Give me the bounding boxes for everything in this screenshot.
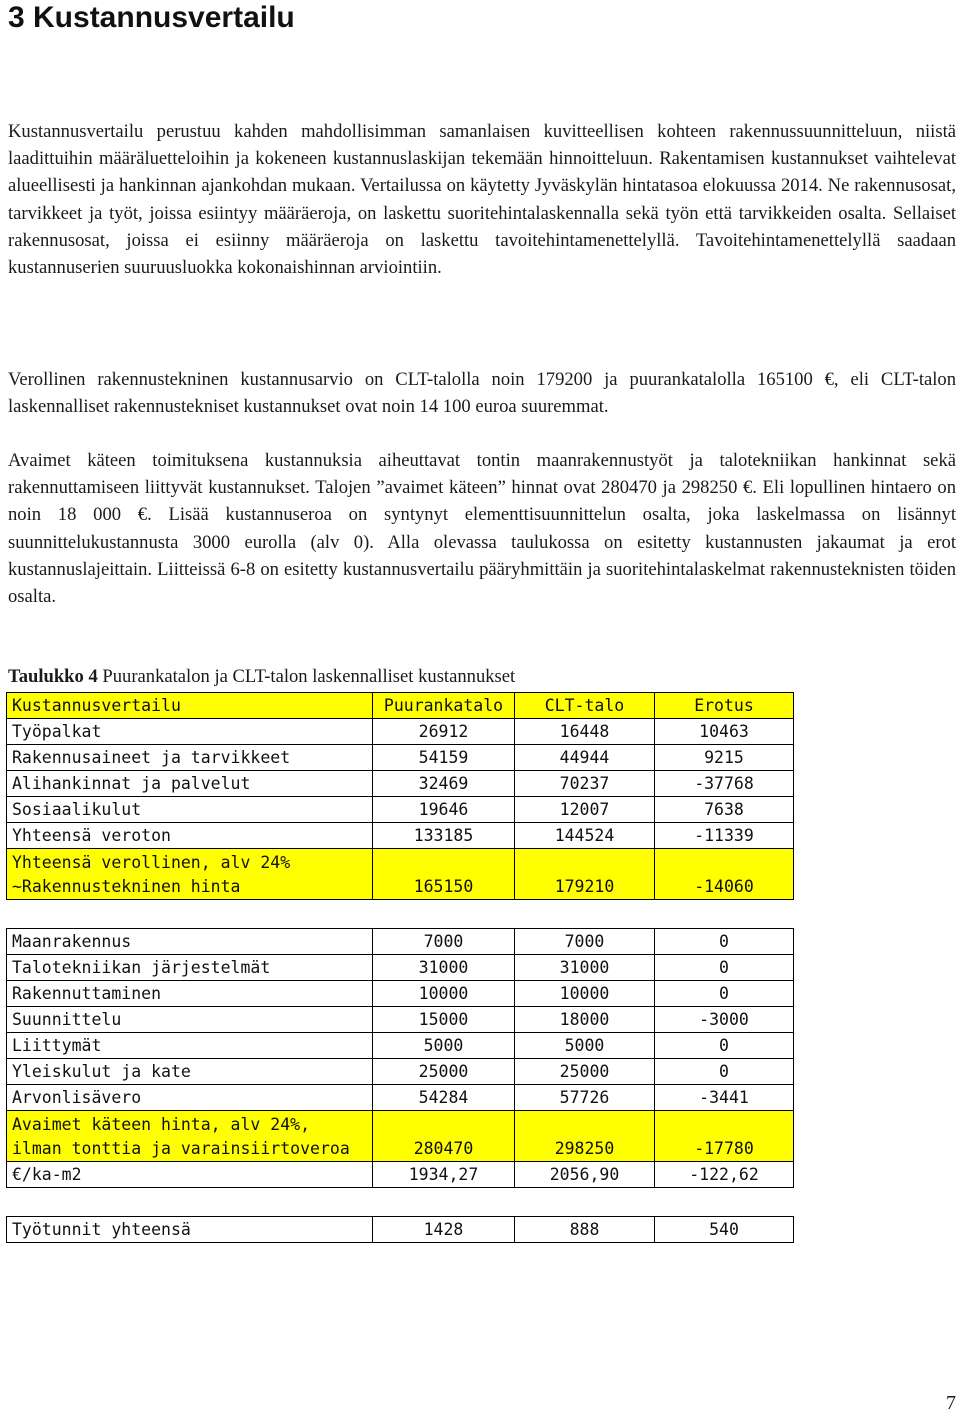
row-value: 18000: [515, 1007, 655, 1033]
row-label: Rakennuttaminen: [7, 981, 373, 1007]
row-value: 9215: [655, 745, 794, 771]
row-label: Alihankinnat ja palvelut: [7, 771, 373, 797]
paragraph-turnkey: Avaimet käteen toimituksena kustannuksia aiheuttavat tontin maanrakennustyöt ja talotekniikan hankinnat sekä rakennuttamiseen liittyvät kustannukset. Talojen ”avaimet käteen” hinnat ovat 280470 ja 298250 €. Eli lopullinen hintaero on noin 18 000 €. Lisää kustannuseroa on syntynyt elementtisuunnittelun osalta, joka laskelmassa on lisännyt suunnittelukustannusta 3000 eurolla (alv 0). Alla olevassa taulukossa on esitetty kustannusten jakaumat ja erot kustannuslajeittain. Liitteissä 6-8 on esitetty kustannusvertailu pääryhmittäin ja suoritehintalaskelmat rakennusteknisten töiden osalta.: [8, 450, 956, 608]
table-row: [7, 1059, 794, 1085]
row-value: 12007: [515, 797, 655, 823]
row-label: Talotekniikan järjestelmät: [7, 955, 373, 981]
total-label-line2: ilman tonttia ja varainsiirtoveroa: [12, 1139, 350, 1158]
table-row: [7, 719, 794, 745]
row-value: -37768: [655, 771, 794, 797]
row-label: €/ka-m2: [7, 1162, 373, 1188]
total-value: -14060: [655, 849, 794, 900]
row-value: 0: [655, 1059, 794, 1085]
turnkey-cost-table: [6, 928, 794, 1188]
row-value: 25000: [373, 1059, 515, 1085]
row-value: 5000: [373, 1033, 515, 1059]
row-value: 70237: [515, 771, 655, 797]
total-label-line1: Avaimet käteen hinta, alv 24%,: [12, 1115, 311, 1134]
row-value: 888: [515, 1217, 655, 1243]
total-label-line1: Yhteensä verollinen, alv 24%: [12, 853, 291, 872]
section-heading: 3 Kustannusvertailu: [8, 1, 295, 34]
row-value: 5000: [515, 1033, 655, 1059]
row-value: -11339: [655, 823, 794, 849]
row-value: 2056,90: [515, 1162, 655, 1188]
table-row: [7, 981, 794, 1007]
row-value: 57726: [515, 1085, 655, 1111]
row-label: Suunnittelu: [7, 1007, 373, 1033]
row-value: -3441: [655, 1085, 794, 1111]
table-row: [7, 1033, 794, 1059]
row-value: 10000: [373, 981, 515, 1007]
row-value: 31000: [373, 955, 515, 981]
row-label: Liittymät: [7, 1033, 373, 1059]
row-value: 7638: [655, 797, 794, 823]
table-header-row: [7, 693, 794, 719]
table-caption-text: Puurankatalon ja CLT-talon laskennalliset kustannukset: [97, 666, 516, 687]
row-value: -122,62: [655, 1162, 794, 1188]
total-value: 165150: [373, 849, 515, 900]
row-value: 0: [655, 955, 794, 981]
row-label: Työpalkat: [7, 719, 373, 745]
total-row-turnkey: [7, 1111, 794, 1162]
table-row: [7, 771, 794, 797]
table-row: [7, 797, 794, 823]
row-label: Rakennusaineet ja tarvikkeet: [7, 745, 373, 771]
cost-comparison-table: [6, 692, 794, 900]
row-value: 54159: [373, 745, 515, 771]
row-value: 133185: [373, 823, 515, 849]
total-value: 179210: [515, 849, 655, 900]
row-value: 0: [655, 1033, 794, 1059]
row-value: 25000: [515, 1059, 655, 1085]
row-value: 0: [655, 929, 794, 955]
row-value: 7000: [515, 929, 655, 955]
row-label: Maanrakennus: [7, 929, 373, 955]
table-caption-label: Taulukko 4: [8, 666, 98, 687]
table-caption: [8, 663, 515, 690]
header-cell: Erotus: [655, 693, 794, 719]
row-label: Sosiaalikulut: [7, 797, 373, 823]
paragraph-estimate: Verollinen rakennustekninen kustannusarvio on CLT-talolla noin 179200 ja puurankatalolla 165100 €, eli CLT-talon laskennalliset rakennustekniset kustannukset ovat noin 14 100 euroa suuremmat.: [8, 369, 956, 418]
row-value: 54284: [373, 1085, 515, 1111]
row-value: 19646: [373, 797, 515, 823]
work-hours-table: [6, 1216, 794, 1243]
row-value: 15000: [373, 1007, 515, 1033]
total-label-line2: ~Rakennustekninen hinta: [12, 877, 241, 896]
row-value: 0: [655, 981, 794, 1007]
row-label: Yhteensä veroton: [7, 823, 373, 849]
row-value: 1934,27: [373, 1162, 515, 1188]
total-value: 280470: [373, 1111, 515, 1162]
total-value: -17780: [655, 1111, 794, 1162]
row-value: 144524: [515, 823, 655, 849]
table-row: [7, 745, 794, 771]
row-label: Työtunnit yhteensä: [7, 1217, 373, 1243]
table-row: [7, 1085, 794, 1111]
row-value: 44944: [515, 745, 655, 771]
total-label: [7, 1111, 373, 1162]
table-row: [7, 955, 794, 981]
header-cell: Kustannusvertailu: [7, 693, 373, 719]
row-value: 32469: [373, 771, 515, 797]
row-value: 16448: [515, 719, 655, 745]
row-label: Yleiskulut ja kate: [7, 1059, 373, 1085]
row-value: 10463: [655, 719, 794, 745]
row-value: 26912: [373, 719, 515, 745]
row-value: 540: [655, 1217, 794, 1243]
per-m2-row: [7, 1162, 794, 1188]
row-value: 10000: [515, 981, 655, 1007]
header-cell: CLT-talo: [515, 693, 655, 719]
table-row: [7, 1217, 794, 1243]
table-row: [7, 929, 794, 955]
table-row: [7, 823, 794, 849]
total-value: 298250: [515, 1111, 655, 1162]
row-value: 7000: [373, 929, 515, 955]
header-cell: Puurankatalo: [373, 693, 515, 719]
total-label: [7, 849, 373, 900]
row-value: 31000: [515, 955, 655, 981]
table-row: [7, 1007, 794, 1033]
total-row-construction: [7, 849, 794, 900]
row-label: Arvonlisävero: [7, 1085, 373, 1111]
paragraph-method: Kustannusvertailu perustuu kahden mahdollisimman samanlaisen kuvitteellisen kohteen rakennussuunnitteluun, niistä laadittuihin määräluetteloihin ja kokeneen kustannuslaskijan tekemään hinnoitteluun. Rakentamisen kustannukset vaihtelevat alueellisesti ja hankinnan ajankohdan mukaan. Vertailussa on käytetty Jyväskylän hintatasoa elokuussa 2014. Ne rakennusosat, tarvikkeet ja työt, joissa esiintyy määräeroja, on laskettu suoritehintalaskennalla sekä työn että tarvikkeiden osalta. Sellaiset rakennusosat, joissa ei esiinny määräeroja on laskettu tavoitehintamenettelyllä. Tavoitehintamenettelyllä saadaan kustannuserien suuruusluokka kokonaishinnan arviointiin.: [8, 121, 956, 279]
page-number: 7: [946, 1392, 956, 1414]
row-value: 1428: [373, 1217, 515, 1243]
row-value: -3000: [655, 1007, 794, 1033]
